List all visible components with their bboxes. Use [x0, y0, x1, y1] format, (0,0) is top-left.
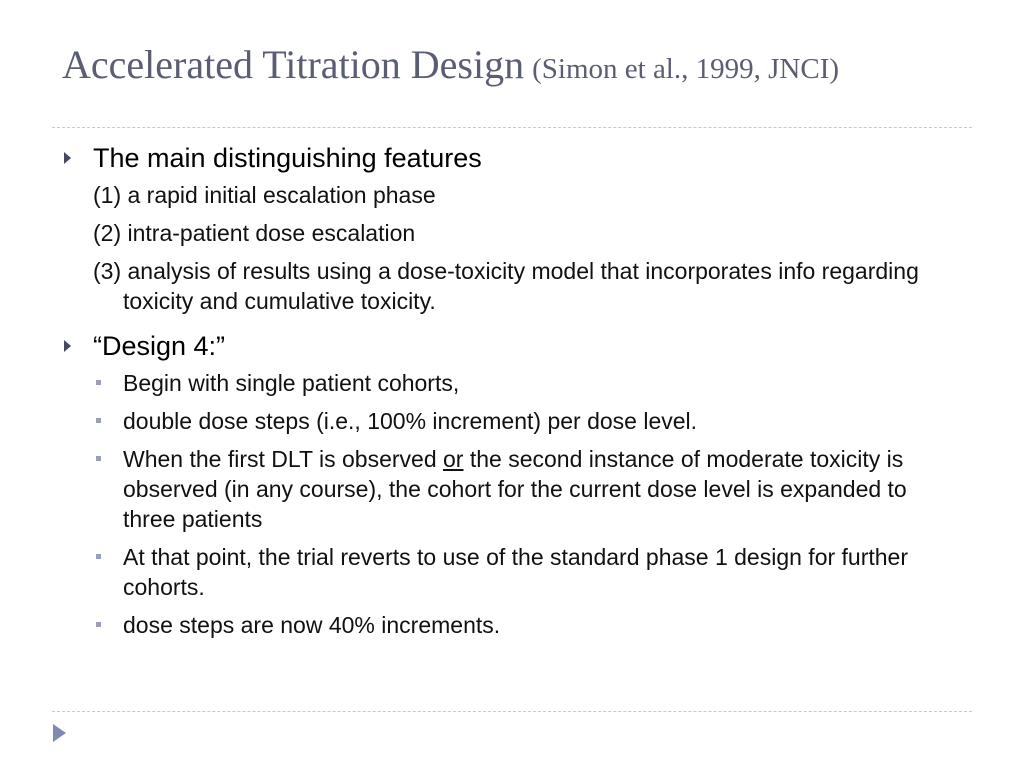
- square-bullet-icon: [96, 418, 101, 423]
- title-main: Accelerated Titration Design: [62, 42, 525, 87]
- slide-content: [60, 140, 960, 648]
- design-item-2-text: double dose steps (i.e., 100% increment) per dose level.: [123, 408, 698, 434]
- design-item-5: [60, 610, 960, 640]
- design-item-2: [60, 406, 960, 436]
- bullet-design-4: [60, 328, 960, 364]
- design-item-5-text: dose steps are now 40% increments.: [123, 612, 501, 638]
- design-item-1: [60, 368, 960, 398]
- title-citation: (Simon et al., 1999, JNCI): [532, 53, 840, 85]
- design-item-3-before: When the first DLT is observed: [123, 446, 444, 472]
- bullet-design-4-text: “Design 4:”: [93, 331, 226, 361]
- design-item-3: [60, 444, 960, 534]
- bullet-features-text: The main distinguishing features: [93, 143, 482, 173]
- slide-title: [62, 40, 962, 94]
- feature-line-3: (3) analysis of results using a dose-toxicity model that incorporates info regarding toxicity and cumulative toxicity.: [93, 258, 919, 314]
- features-list: [60, 180, 960, 316]
- triangle-right-icon: [64, 340, 71, 352]
- feature-line-1: (1) a rapid initial escalation phase: [93, 182, 436, 208]
- square-bullet-icon: [96, 554, 101, 559]
- play-arrow-icon[interactable]: [53, 724, 66, 742]
- square-bullet-icon: [96, 622, 101, 627]
- design-item-4: [60, 542, 960, 602]
- bottom-divider: [52, 711, 972, 712]
- top-divider: [52, 127, 972, 128]
- design-item-3-after: the second instance of moderate toxicity is observed (in any course), the cohort for the current dose level is expanded to three patients: [123, 446, 907, 532]
- design-item-1-text: Begin with single patient cohorts,: [123, 370, 460, 396]
- design-item-3-underlined: or: [443, 446, 464, 472]
- triangle-right-icon: [64, 152, 71, 164]
- square-bullet-icon: [96, 380, 101, 385]
- feature-line-2: (2) intra-patient dose escalation: [93, 220, 416, 246]
- square-bullet-icon: [96, 456, 101, 461]
- bullet-features: [60, 140, 960, 176]
- design-item-4-text: At that point, the trial reverts to use of the standard phase 1 design for further cohorts.: [123, 544, 909, 600]
